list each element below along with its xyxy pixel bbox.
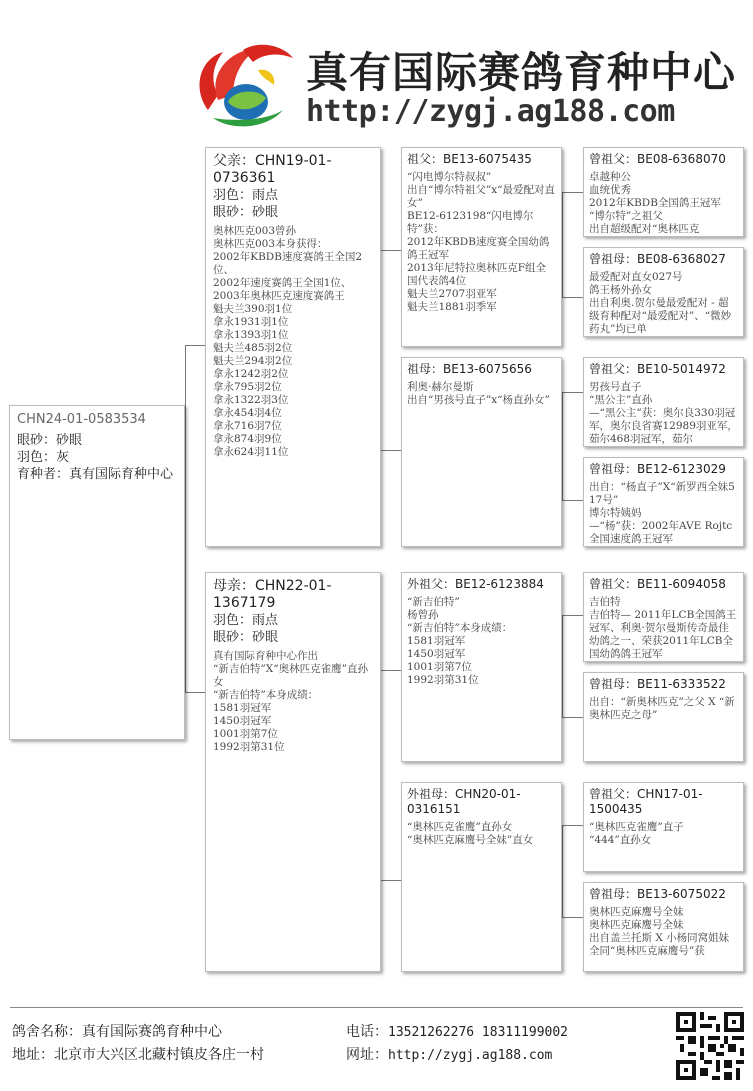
great-grandparent-body: “奥林匹克雀鹰”直子 “444”直孙女: [589, 821, 684, 846]
connector: [562, 500, 583, 501]
connector: [562, 392, 563, 500]
connector: [562, 917, 583, 918]
connector: [562, 717, 583, 718]
great-grandparent-card[interactable]: [583, 247, 744, 337]
grandparent-body: “闪电博尔特叔叔” 出自“博尔特祖父”x“最爱配对直女” BE12-6123198“闪电博尔特”获： 2012年KBDB速度赛全国幼鸽鸽王冠军 2013年尼特拉奥林匹克F组全国代表鸽4位 魁夫兰2707羽亚军 魁夫兰1881羽季军: [407, 171, 556, 313]
footer-web-url[interactable]: http://zygj.ag188.com: [388, 1048, 553, 1063]
header-title: 真有国际赛鸽育种中心: [306, 48, 737, 97]
dam-title: 母亲：CHN22-01-1367179: [213, 578, 332, 611]
subject-card[interactable]: [9, 405, 185, 740]
connector: [562, 192, 563, 297]
great-grandparent-title: 曾祖母：BE12-6123029: [589, 462, 726, 476]
connector: [380, 880, 401, 881]
grandparent-body: “新吉伯特” 杨曾孙 “新吉伯特”本身成绩： 1581羽冠军 1450羽冠军 1001羽第7位 1992羽第31位: [407, 596, 513, 686]
footer-phone: [346, 1021, 568, 1041]
qr-code-icon: [676, 1012, 744, 1080]
dam-eye: 眼砂：砂眼: [213, 630, 279, 645]
subject-color: 羽色：灰: [17, 450, 70, 465]
dam-card[interactable]: [205, 572, 381, 972]
great-grandparent-card[interactable]: [583, 572, 744, 662]
great-grandparent-body: 出自：“杨直子”X“新罗西全妹517号” 博尔特姨妈 —“杨”获：2002年AVE Rojtc全国速度鸽王冠军: [589, 481, 735, 545]
great-grandparent-title: 曾祖母：BE11-6333522: [589, 677, 726, 691]
connector: [562, 825, 563, 917]
grandparent-card[interactable]: [401, 782, 562, 972]
great-grandparent-body: 吉伯特 吉伯特— 2011年LCB全国鸽王冠军、利奥·贺尔曼斯传奇最佳幼鸽之一、荣获2011年LCB全国幼鸽鸽王冠军: [589, 596, 737, 660]
connector: [380, 670, 401, 671]
great-grandparent-title: 曾祖父：BE11-6094058: [589, 577, 726, 591]
footer-phone-number[interactable]: 13521262276 18311199002: [388, 1025, 569, 1040]
grandparent-title: 祖母：BE13-6075656: [407, 362, 532, 376]
footer-web-label: 网址：: [346, 1047, 388, 1063]
connector: [185, 345, 186, 692]
header-url[interactable]: http://zygj.ag188.com: [306, 94, 675, 129]
connector: [185, 692, 205, 693]
great-grandparent-card[interactable]: [583, 357, 744, 447]
great-grandparent-body: 最爱配对直女027号 鸽王杨外孙女 出自利奥.贺尔曼最爱配对 - 超级育种配对“最爱配对”、“微妙药丸”均已单: [589, 271, 732, 335]
connector: [562, 825, 583, 826]
great-grandparent-body: 男孩号直子 “黑公主”直孙 —“黑公主”获：奥尔良330羽冠军，奥尔良省赛12989羽亚军，茹尔468羽冠军，茹尔: [589, 381, 738, 445]
grandparent-card[interactable]: [401, 147, 562, 347]
grandparent-body: “奥林匹克雀鹰”直孙女 “奥林匹克麻鹰号全妹”直女: [407, 821, 534, 846]
great-grandparent-card[interactable]: [583, 882, 744, 972]
great-grandparent-title: 曾祖母：BE13-6075022: [589, 887, 726, 901]
sire-body: 奥林匹克003曾孙 奥林匹克003本身获得： 2002年KBDB速度赛鸽王全国2位、 2002年速度赛鸽王全国1位、 2003年奥林匹克速度赛鸽王 魁夫兰390羽1位 拿永1931羽1位 拿永1393羽1位 魁夫兰485羽2位 魁夫兰294羽2位 拿永1242羽2位 拿永795羽2位 拿永1322羽3位 拿永454羽4位 拿永716羽7位 拿永874羽9位 拿永624羽11位: [213, 225, 363, 458]
dam-color: 羽色：雨点: [213, 613, 279, 628]
great-grandparent-body: 奥林匹克麻鹰号全妹 奥林匹克麻鹰号全妹 出自盖兰托斯 X 小杨同窝姐妹 全同“奥林匹克麻鹰号”获: [589, 906, 730, 957]
grandparent-card[interactable]: [401, 572, 562, 762]
grandparent-title: 外祖母：CHN20-01-0316151: [407, 787, 521, 816]
great-grandparent-card[interactable]: [583, 147, 744, 237]
footer-phone-label: 电话：: [346, 1024, 388, 1040]
connector: [562, 192, 583, 193]
great-grandparent-title: 曾祖母：BE08-6368027: [589, 252, 726, 266]
subject-breeder: 育种者：真有国际育种中心: [17, 467, 174, 482]
grandparent-body: 利奥·赫尔曼斯 出自“男孩号直子”x“杨直孙女”: [407, 381, 550, 406]
dam-body: 真有国际育种中心作出 “新吉伯特”X“奥林匹克雀鹰”直孙女 “新吉伯特”本身成绩： 1581羽冠军 1450羽冠军 1001羽第7位 1992羽第31位: [213, 650, 368, 753]
footer-divider: [10, 1007, 743, 1008]
sire-eye: 眼砂：砂眼: [213, 205, 279, 220]
great-grandparent-card[interactable]: [583, 457, 744, 547]
brand-logo: [188, 40, 298, 130]
great-grandparent-title: 曾祖父：CHN17-01-1500435: [589, 787, 703, 816]
connector: [562, 392, 583, 393]
great-grandparent-title: 曾祖父：BE08-6368070: [589, 152, 726, 166]
connector: [562, 297, 583, 298]
connector: [380, 450, 401, 451]
connector: [562, 615, 563, 717]
grandparent-card[interactable]: [401, 357, 562, 547]
great-grandparent-body: 出自：“新奥林匹克”之父 X “新奥林匹克之母”: [589, 696, 735, 721]
great-grandparent-card[interactable]: [583, 782, 744, 872]
great-grandparent-card[interactable]: [583, 672, 744, 762]
grandparent-title: 祖父：BE13-6075435: [407, 152, 532, 166]
great-grandparent-body: 卓越种公 血统优秀 2012年KBDB全国鸽王冠军 “博尔特”之祖父 出自超级配对“奥林匹克: [589, 171, 721, 235]
footer-loft-name: 鸽舍名称：真有国际赛鸽育种中心: [12, 1024, 222, 1040]
footer-web: [346, 1044, 552, 1064]
sire-color: 羽色：雨点: [213, 188, 279, 203]
subject-ring: CHN24-01-0583534: [17, 412, 146, 427]
connector: [562, 615, 583, 616]
sire-title: 父亲：CHN19-01-0736361: [213, 153, 332, 186]
sire-card[interactable]: [205, 147, 381, 547]
subject-eye: 眼砂：砂眼: [17, 433, 83, 448]
connector: [380, 250, 401, 251]
footer-address: 地址：北京市大兴区北藏村镇皮各庄一村: [12, 1047, 264, 1063]
connector: [185, 345, 205, 346]
grandparent-title: 外祖父：BE12-6123884: [407, 577, 544, 591]
great-grandparent-title: 曾祖父：BE10-5014972: [589, 362, 726, 376]
